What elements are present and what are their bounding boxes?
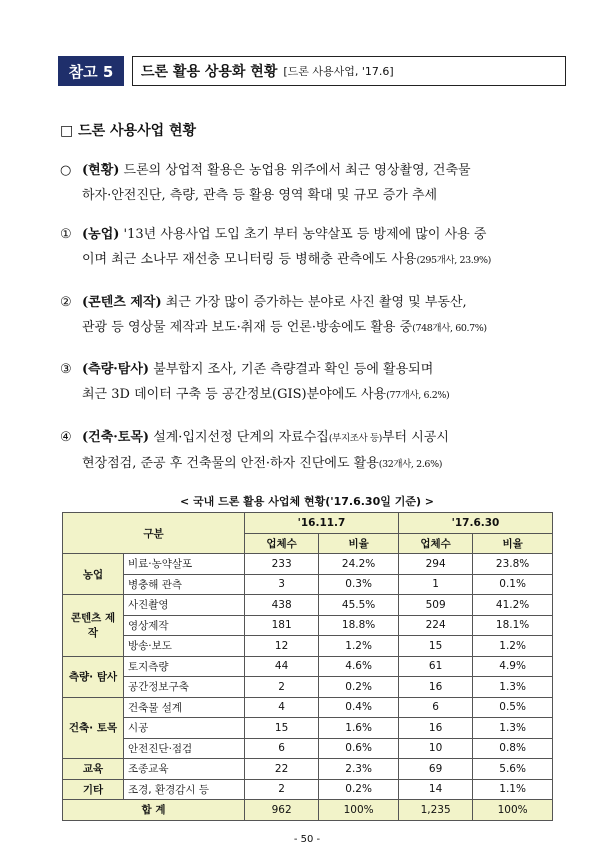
count-cell: 6 (245, 738, 319, 759)
total-count-1: 962 (245, 800, 319, 821)
category-cell: 교육 (63, 759, 124, 780)
item-construction (60, 425, 570, 477)
total-row (63, 800, 553, 821)
category-cell: 농업 (63, 554, 124, 595)
item-note: (32개사, 2.6%) (378, 459, 443, 470)
table-row (63, 554, 553, 575)
ratio-cell: 1.3% (473, 677, 553, 698)
ratio-cell: 0.6% (319, 738, 399, 759)
table-row (63, 718, 553, 739)
item-label: (콘텐츠 제작) (82, 295, 162, 310)
table-row (63, 574, 553, 595)
table-row (63, 595, 553, 616)
table-row (63, 759, 553, 780)
subcategory-cell: 영상제작 (124, 615, 245, 636)
count-cell: 1 (398, 574, 472, 595)
subcategory-cell: 토지측량 (124, 656, 245, 677)
intro-paragraph (60, 158, 570, 208)
ratio-cell: 18.8% (319, 615, 399, 636)
table-row (63, 738, 553, 759)
count-cell: 2 (245, 677, 319, 698)
section-title: □ 드론 사용사업 현황 (60, 123, 197, 139)
header-count-1: 업체수 (245, 533, 319, 554)
bullet-marker: ○ (60, 163, 72, 178)
subcategory-cell: 조경, 환경감시 등 (124, 779, 245, 800)
ratio-cell: 5.6% (473, 759, 553, 780)
ratio-cell: 1.1% (473, 779, 553, 800)
item-line1: 설계·입지선정 단계의 자료수집 (149, 430, 329, 445)
header-count-2: 업체수 (398, 533, 472, 554)
ratio-cell: 23.8% (473, 554, 553, 575)
count-cell: 16 (398, 677, 472, 698)
item-inline-note: (부지조사 등) (328, 433, 382, 444)
count-cell: 16 (398, 718, 472, 739)
table-caption: < 국내 드론 활용 사업체 현황('17.6.30일 기준) > (179, 495, 435, 508)
drone-business-table (62, 512, 553, 821)
subcategory-cell: 시공 (124, 718, 245, 739)
count-cell: 4 (245, 697, 319, 718)
ratio-cell: 0.3% (319, 574, 399, 595)
total-ratio-2: 100% (473, 800, 553, 821)
document-header (58, 56, 566, 86)
ratio-cell: 0.1% (473, 574, 553, 595)
intro-line1: 드론의 상업적 활용은 농업용 위주에서 최근 영상촬영, 건축물 (119, 163, 471, 178)
item-line1-tail: 부터 시공시 (381, 430, 449, 445)
total-ratio-1: 100% (319, 800, 399, 821)
item-content (60, 290, 570, 341)
item-line2: 관광 등 영상물 제작과 보도·취재 등 언론·방송에도 활용 중 (82, 320, 413, 335)
count-cell: 10 (398, 738, 472, 759)
ratio-cell: 4.6% (319, 656, 399, 677)
item-label: (측량·탐사) (82, 362, 150, 377)
ratio-cell: 1.2% (473, 636, 553, 657)
count-cell: 509 (398, 595, 472, 616)
subcategory-cell: 병충해 관측 (124, 574, 245, 595)
page-number: - 50 - (293, 834, 321, 845)
item-line2: 최근 3D 데이터 구축 등 공간정보(GIS)분야에도 사용 (82, 387, 387, 402)
subcategory-cell: 공간정보구축 (124, 677, 245, 698)
category-cell: 건축· 토목 (63, 697, 124, 759)
header-title-box (132, 56, 566, 86)
count-cell: 12 (245, 636, 319, 657)
header-period-2: '17.6.30 (398, 513, 552, 534)
count-cell: 233 (245, 554, 319, 575)
table-row (63, 656, 553, 677)
intro-label: (현황) (82, 163, 120, 178)
count-cell: 3 (245, 574, 319, 595)
header-ratio-1: 비율 (319, 533, 399, 554)
ratio-cell: 1.6% (319, 718, 399, 739)
ratio-cell: 2.3% (319, 759, 399, 780)
subcategory-cell: 건축물 설계 (124, 697, 245, 718)
ratio-cell: 45.5% (319, 595, 399, 616)
item-marker: ③ (60, 362, 72, 377)
item-label: (건축·토목) (82, 430, 150, 445)
item-line1: 최근 가장 많이 증가하는 분야로 사진 촬영 및 부동산, (161, 295, 467, 310)
subcategory-cell: 사진촬영 (124, 595, 245, 616)
ratio-cell: 0.8% (473, 738, 553, 759)
ratio-cell: 0.2% (319, 779, 399, 800)
ratio-cell: 0.2% (319, 677, 399, 698)
ratio-cell: 1.2% (319, 636, 399, 657)
category-cell: 콘텐츠 제작 (63, 595, 124, 657)
item-note: (748개사, 60.7%) (412, 323, 487, 334)
header-period-1: '16.11.7 (245, 513, 399, 534)
count-cell: 6 (398, 697, 472, 718)
item-line2: 현장점검, 준공 후 건축물의 안전·하자 진단에도 활용 (82, 456, 379, 471)
ratio-cell: 41.2% (473, 595, 553, 616)
count-cell: 438 (245, 595, 319, 616)
item-note: (77개사, 6.2%) (386, 390, 450, 401)
count-cell: 61 (398, 656, 472, 677)
category-cell: 측량· 탐사 (63, 656, 124, 697)
subcategory-cell: 안전진단·점검 (124, 738, 245, 759)
reference-badge: 참고 5 (58, 56, 124, 86)
subcategory-cell: 방송·보도 (124, 636, 245, 657)
subcategory-cell: 조종교육 (124, 759, 245, 780)
count-cell: 44 (245, 656, 319, 677)
subcategory-cell: 비료·농약살포 (124, 554, 245, 575)
item-line1: 불부합지 조사, 기존 측량결과 확인 등에 활용되며 (149, 362, 434, 377)
item-line2: 이며 최근 소나무 재선충 모니터링 등 병해충 관측에도 사용 (82, 252, 417, 267)
total-count-2: 1,235 (398, 800, 472, 821)
item-label: (농업) (82, 227, 120, 242)
count-cell: 224 (398, 615, 472, 636)
count-cell: 181 (245, 615, 319, 636)
total-label: 합 계 (63, 800, 245, 821)
count-cell: 69 (398, 759, 472, 780)
count-cell: 15 (398, 636, 472, 657)
ratio-cell: 18.1% (473, 615, 553, 636)
table-row (63, 779, 553, 800)
item-line1: '13년 사용사업 도입 초기 부터 농약살포 등 방제에 많이 사용 중 (119, 227, 487, 242)
table-row (63, 615, 553, 636)
header-subtitle: [드론 사용사업, '17.6] (283, 65, 394, 78)
ratio-cell: 4.9% (473, 656, 553, 677)
category-cell: 기타 (63, 779, 124, 800)
item-agriculture (60, 222, 570, 273)
header-category: 구분 (63, 513, 245, 554)
item-marker: ① (60, 227, 72, 242)
ratio-cell: 24.2% (319, 554, 399, 575)
item-survey (60, 357, 570, 408)
intro-line2: 하자·안전진단, 측량, 관측 등 활용 영역 확대 및 규모 증가 추세 (82, 188, 438, 203)
ratio-cell: 0.4% (319, 697, 399, 718)
item-note: (295개사, 23.9%) (416, 255, 491, 266)
count-cell: 2 (245, 779, 319, 800)
header-title: 드론 활용 상용화 현황 (141, 64, 278, 80)
ratio-cell: 1.3% (473, 718, 553, 739)
count-cell: 15 (245, 718, 319, 739)
table-row (63, 636, 553, 657)
header-ratio-2: 비율 (473, 533, 553, 554)
count-cell: 22 (245, 759, 319, 780)
count-cell: 294 (398, 554, 472, 575)
item-marker: ④ (60, 430, 72, 445)
table-row (63, 677, 553, 698)
item-marker: ② (60, 295, 72, 310)
count-cell: 14 (398, 779, 472, 800)
ratio-cell: 0.5% (473, 697, 553, 718)
table-row (63, 697, 553, 718)
